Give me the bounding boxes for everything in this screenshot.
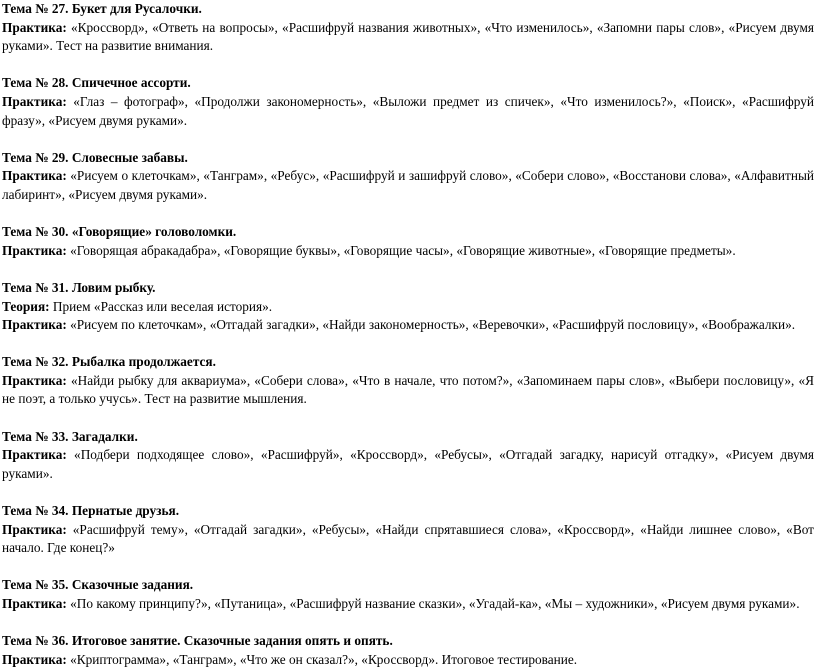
practice-label: Практика: [2, 242, 67, 258]
practice-line [2, 93, 814, 130]
practice-label: Практика: [2, 521, 67, 537]
practice-label: Практика: [2, 19, 67, 35]
theory-line [2, 298, 814, 317]
practice-text: «Подбери подходящее слово», «Расшифруй», «Кроссворд», «Ребусы», «Отгадай загадку, нарисуй отгадку», «Рисуем двумя руками». [2, 447, 814, 481]
practice-line [2, 595, 814, 614]
topic-29 [2, 149, 814, 205]
practice-text: «Рисуем по клеточкам», «Отгадай загадки», «Найди закономерность», «Веревочки», «Расшифруй пословицу», «Воображалки». [66, 317, 796, 333]
topic-34 [2, 502, 814, 558]
topic-33 [2, 428, 814, 484]
practice-line [2, 19, 814, 56]
topic-title: Тема № 31. Ловим рыбку. [2, 279, 156, 295]
practice-label: Практика: [2, 651, 67, 667]
topic-35 [2, 576, 814, 613]
practice-text: «Говорящая абракадабра», «Говорящие буквы», «Говорящие часы», «Говорящие животные», «Говорящие предметы». [66, 242, 736, 258]
practice-line [2, 372, 814, 409]
practice-label: Практика: [2, 372, 67, 388]
practice-line [2, 446, 814, 483]
practice-label: Практика: [2, 93, 67, 109]
practice-text: «По какому принципу?», «Путаница», «Расшифруй название сказки», «Угадай-ка», «Мы – художники», «Рисуем двумя руками». [66, 596, 800, 611]
practice-text: «Расшифруй тему», «Отгадай загадки», «Ребусы», «Найди спрятавшиеся слова», «Кроссворд», «Найди лишнее слово», «Вот начало. Где конец?» [2, 521, 814, 556]
practice-text: «Криптограмма», «Танграм», «Что же он сказал?», «Кроссворд». Итоговое тестирование. [66, 651, 578, 667]
topic-36 [2, 632, 814, 669]
topic-title: Тема № 32. Рыбалка продолжается. [2, 354, 216, 370]
topic-title: Тема № 28. Спичечное ассорти. [2, 75, 191, 91]
topic-title: Тема № 35. Сказочные задания. [2, 577, 194, 593]
practice-line [2, 651, 814, 669]
practice-label: Практика: [2, 596, 67, 611]
topic-title: Тема № 33. Загадалки. [2, 428, 138, 444]
topic-31 [2, 279, 814, 335]
practice-line [2, 521, 814, 558]
topic-28 [2, 74, 814, 130]
topic-title: Тема № 27. Букет для Русалочки. [2, 1, 202, 16]
topic-title: Тема № 36. Итоговое занятие. Сказочные задания опять и опять. [2, 633, 393, 649]
practice-line [2, 316, 814, 335]
topic-title: Тема № 30. «Говорящие» головоломки. [2, 224, 237, 240]
practice-label: Практика: [2, 317, 67, 333]
topic-title: Тема № 29. Словесные забавы. [2, 149, 188, 165]
practice-label: Практика: [2, 168, 67, 184]
topic-27 [2, 0, 814, 56]
practice-label: Практика: [2, 447, 67, 463]
practice-text: «Глаз – фотограф», «Продолжи закономерность», «Выложи предмет из спичек», «Что изменилось?», «Поиск», «Расшифруй фразу», «Рисуем двумя руками». [2, 93, 814, 128]
topic-32 [2, 353, 814, 409]
topic-title: Тема № 34. Пернатые друзья. [2, 503, 180, 519]
practice-line [2, 167, 814, 204]
practice-text: «Найди рыбку для аквариума», «Собери слова», «Что в начале, что потом?», «Запоминаем пары слов», «Выбери пословицу», «Я не поэт, а только учусь». Тест на развитие мышления. [2, 372, 814, 407]
theory-label: Теория: [2, 298, 50, 314]
theory-text: Прием «Рассказ или веселая история». [49, 298, 273, 314]
topic-30 [2, 223, 814, 260]
practice-text: «Кроссворд», «Ответь на вопросы», «Расшифруй названия животных», «Что изменилось», «Запомни пары слов», «Рисуем двумя руками». Тест на развитие внимания. [2, 19, 814, 54]
practice-line [2, 242, 814, 261]
practice-text: «Рисуем о клеточкам», «Танграм», «Ребус», «Расшифруй и зашифруй слово», «Собери слово», «Восстанови слова», «Алфавитный лабиринт», «Рисуем двумя руками». [2, 168, 814, 202]
